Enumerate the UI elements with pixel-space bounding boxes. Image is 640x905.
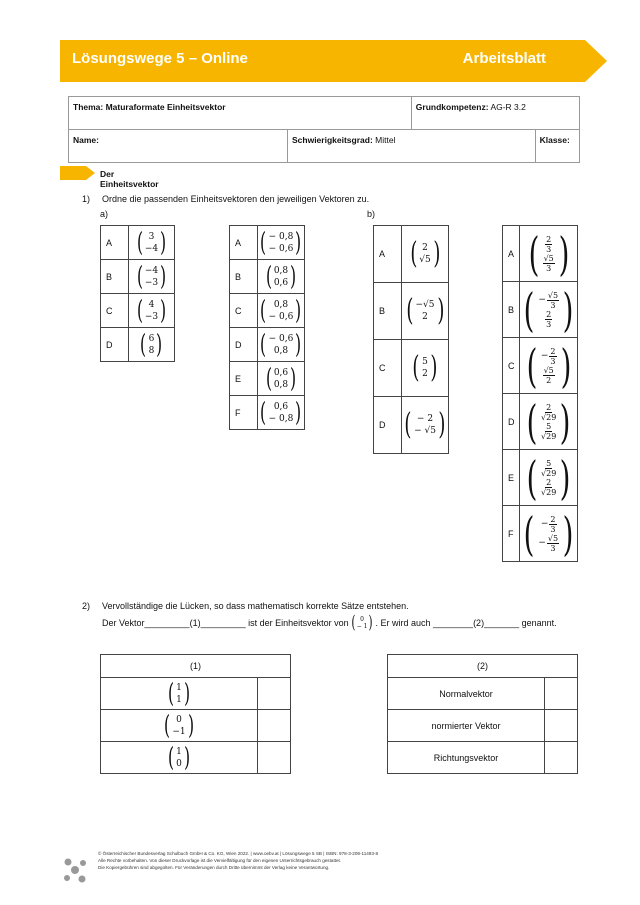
- row-label: E: [503, 450, 520, 506]
- vector-top: 1: [176, 682, 182, 693]
- vector-cell[interactable]: [402, 340, 449, 397]
- table-row: [230, 396, 305, 430]
- row-label: A: [230, 226, 258, 260]
- vector-cell[interactable]: [402, 226, 449, 283]
- table-row: [503, 506, 578, 562]
- vector-entries: [269, 299, 294, 323]
- bracket-right: ): [295, 227, 302, 258]
- vector-bottom: −3: [144, 311, 159, 322]
- vector-bottom: − √5: [414, 426, 436, 436]
- bracket-right: ): [290, 261, 297, 292]
- row-label: B: [374, 283, 402, 340]
- option-vector-cell: [101, 678, 258, 710]
- vector-entries: [541, 403, 556, 441]
- task1b-unitvectors-table: [502, 225, 578, 562]
- bracket-right: ): [160, 295, 167, 326]
- fraction: [545, 235, 552, 254]
- bracket-left: (: [265, 261, 272, 292]
- fraction: [549, 347, 556, 366]
- vector-entries: [541, 347, 557, 385]
- fraction: [547, 291, 559, 310]
- vector-top: −4: [144, 265, 159, 276]
- section-header: [60, 166, 170, 189]
- vector-bottom: 0,8: [273, 379, 289, 390]
- vector-cell[interactable]: [258, 396, 305, 430]
- numerator: 2: [546, 234, 552, 244]
- publisher-logo-icon: [62, 856, 88, 884]
- bracket-right: ): [558, 226, 570, 281]
- numerator: 2: [546, 309, 552, 319]
- footer-line2: Alle Rechte vorbehalten. Von dieser Druckvorlage ist die Vervielfältigung für den eigenen Unterrichtsgebrauch gestattet.: [98, 858, 342, 863]
- thema-cell: Thema: Maturaformate Einheitsvektor: [69, 97, 412, 130]
- checkbox-cell[interactable]: [258, 678, 291, 710]
- fraction: [543, 254, 555, 273]
- vector-entries: [145, 299, 158, 323]
- vector: [404, 293, 446, 328]
- bracket-right: ): [560, 338, 571, 393]
- bracket-right: ): [562, 282, 574, 337]
- vector-entries: [538, 515, 559, 553]
- option-vector-cell: [101, 710, 258, 742]
- fraction: [545, 310, 552, 329]
- bracket-left: (: [260, 227, 267, 258]
- fraction-vector: [520, 282, 577, 337]
- option-text-cell: normierter Vektor: [388, 710, 545, 742]
- vector-cell[interactable]: [129, 226, 175, 260]
- fraction-entry: [543, 254, 555, 273]
- option-vector-cell: [101, 742, 258, 774]
- vector-entries: [149, 333, 155, 357]
- fraction: [541, 459, 556, 478]
- vector: [138, 329, 164, 360]
- section-arrow: [60, 166, 96, 180]
- row-label: B: [230, 260, 258, 294]
- header-cell: (2): [388, 655, 578, 678]
- vector-bottom: 2: [422, 369, 428, 379]
- bracket-left: (: [136, 295, 143, 326]
- footer-line1: © Österreichischer Bundesverlag Schulbuch GmbH & Co. KG, Wien 2022. | www.oebv.at | Lösungswege 5 SB | ISBN: 978-3-209-11493-8: [98, 851, 379, 856]
- numerator: 5: [546, 458, 552, 468]
- sign: −: [540, 351, 549, 361]
- vector-top: −√5: [415, 300, 435, 310]
- task2-number: 2): [82, 601, 91, 611]
- task2-options1-table: [100, 654, 291, 774]
- vector: [258, 227, 303, 258]
- vector: [166, 678, 192, 709]
- vector-cell[interactable]: [520, 450, 578, 506]
- table-row: [230, 226, 305, 260]
- row-label: F: [503, 506, 520, 562]
- fraction-entry: [541, 478, 556, 497]
- table-row: [230, 362, 305, 396]
- bracket-left: (: [136, 227, 143, 258]
- vector-cell[interactable]: [402, 397, 449, 454]
- option-row: [388, 678, 578, 710]
- task2-options2-table: [387, 654, 578, 774]
- fraction-vector: [523, 394, 574, 449]
- denominator: √29: [541, 412, 557, 422]
- row-label: D: [230, 328, 258, 362]
- task1a-vectors-table: [100, 225, 175, 362]
- bracket-left: (: [140, 329, 147, 360]
- task1a-unitvectors-table: [229, 225, 305, 430]
- bracket-right: ): [160, 261, 167, 292]
- vector: [258, 397, 303, 428]
- numerator: √5: [547, 290, 559, 300]
- row-label: D: [101, 328, 129, 362]
- vector-entries: [269, 333, 294, 357]
- denominator: 3: [550, 524, 556, 534]
- vector-top: 0: [176, 714, 182, 725]
- vector-top: 0,8: [273, 265, 289, 276]
- table-row: [101, 226, 175, 260]
- bracket-left: (: [136, 261, 143, 292]
- name-cell[interactable]: Name:: [69, 130, 288, 163]
- header-title: Lösungswege 5 – Online: [72, 50, 248, 67]
- vector-cell[interactable]: [258, 260, 305, 294]
- bracket-right: ): [295, 329, 302, 360]
- bracket-right: ): [438, 407, 446, 442]
- vector-entries: [274, 367, 288, 391]
- info-table: [68, 96, 580, 163]
- vector-cell[interactable]: [402, 283, 449, 340]
- vector-entries: [145, 265, 158, 289]
- table-row: [503, 338, 578, 394]
- header-cell: (1): [101, 655, 291, 678]
- table-row: [374, 397, 449, 454]
- vector-top: 4: [148, 299, 155, 310]
- vector-top: 0,6: [273, 401, 289, 412]
- option-row: [101, 742, 291, 774]
- numerator: 2: [546, 402, 552, 412]
- checkbox-cell[interactable]: [258, 742, 291, 774]
- numerator: 2: [550, 514, 556, 524]
- vector-cell[interactable]: [258, 294, 305, 328]
- bracket-right: ): [290, 363, 297, 394]
- vector-bottom: −4: [144, 243, 159, 254]
- bracket-left: (: [404, 407, 412, 442]
- vector-bottom: − 0,6: [268, 243, 294, 254]
- fraction-vector: [523, 338, 575, 393]
- vector-bottom: 0,8: [273, 345, 289, 356]
- table-row: [503, 282, 578, 338]
- vector-bottom: 1: [176, 694, 182, 705]
- bracket-left: (: [168, 678, 175, 709]
- vector-top: − 0,6: [268, 333, 294, 344]
- row-label: C: [230, 294, 258, 328]
- fraction: [541, 403, 556, 422]
- task2-vector: ( 0 − 1 ): [351, 612, 374, 633]
- section-title: Der Einheitsvektor: [100, 169, 159, 189]
- vector-cell[interactable]: [129, 328, 175, 362]
- vector-cell[interactable]: [129, 294, 175, 328]
- vector-cell[interactable]: [258, 328, 305, 362]
- row-label: C: [101, 294, 129, 328]
- vector-cell[interactable]: [520, 338, 578, 394]
- bracket-left: (: [526, 394, 538, 449]
- bracket-right: ): [156, 329, 163, 360]
- bracket-left: (: [260, 397, 267, 428]
- bracket-left: (: [265, 363, 272, 394]
- fraction-entry: [541, 403, 556, 422]
- vector-cell[interactable]: [520, 394, 578, 450]
- denominator: 3: [546, 244, 552, 254]
- fraction-entry: [543, 366, 555, 385]
- fraction: [541, 478, 556, 497]
- row-label: A: [101, 226, 129, 260]
- table-row: [503, 394, 578, 450]
- vector-top: 0,8: [273, 299, 289, 310]
- vector-entries: [543, 235, 555, 273]
- fraction-vector: [525, 226, 573, 281]
- option-row: [101, 710, 291, 742]
- task2-text: Vervollständige die Lücken, so dass mathematisch korrekte Sätze entstehen.: [102, 601, 409, 611]
- bracket-left: (: [526, 338, 538, 393]
- task1-b-label: b): [367, 209, 376, 219]
- fraction-vector: [523, 450, 574, 505]
- vector: [264, 261, 299, 292]
- row-label: D: [503, 394, 520, 450]
- vector-cell[interactable]: [520, 506, 578, 562]
- fraction: [543, 366, 555, 385]
- denominator: 3: [550, 356, 556, 366]
- bracket-left: (: [528, 226, 539, 281]
- task1b-vectors-table: [373, 225, 449, 454]
- numerator: 2: [550, 346, 556, 356]
- vector-bottom: − 0,6: [268, 311, 294, 322]
- row-label: A: [503, 226, 520, 282]
- checkbox-cell[interactable]: [545, 742, 578, 774]
- denominator: 3: [550, 543, 556, 553]
- vector: [408, 236, 443, 271]
- numerator: 2: [546, 477, 552, 487]
- bracket-left: (: [406, 293, 414, 328]
- row-label: B: [503, 282, 520, 338]
- header-banner: [60, 40, 590, 82]
- numerator: √5: [543, 365, 554, 375]
- fraction-entry: [541, 459, 556, 478]
- vector: [258, 295, 303, 326]
- sign: −: [538, 295, 546, 305]
- bracket-right: ): [559, 450, 571, 505]
- vector-bottom: −1: [172, 726, 186, 737]
- vector-cell[interactable]: [258, 362, 305, 396]
- checkbox-cell[interactable]: [545, 710, 578, 742]
- vector-cell[interactable]: [520, 282, 578, 338]
- vector-cell[interactable]: [129, 260, 175, 294]
- option-row: [388, 710, 578, 742]
- vector-bottom: √5: [419, 255, 431, 265]
- task2-sentence-part2: . Er wird auch ________(2)_______ genannt.: [375, 618, 557, 628]
- bracket-right: ): [430, 350, 438, 385]
- vector-top: 6: [148, 333, 155, 344]
- row-label: E: [230, 362, 258, 396]
- vector: [135, 295, 169, 326]
- fraction-entry: [545, 235, 552, 254]
- vector: [410, 350, 439, 385]
- fraction-entry: [541, 515, 557, 534]
- row-label: C: [503, 338, 520, 394]
- vector-bottom: 8: [148, 345, 155, 356]
- vector-entries: [274, 265, 288, 289]
- sign: −: [540, 519, 549, 529]
- vector: [402, 407, 447, 442]
- bracket-left: (: [168, 742, 175, 773]
- header-type: Arbeitsblatt: [462, 50, 546, 67]
- row-label: F: [230, 396, 258, 430]
- vector-bottom: − 0,8: [268, 413, 294, 424]
- footer-line3: Die Kopiergebühren sind abgegolten. Für Veränderungen durch Dritte übernimmt der Verlag keine Verantwortung.: [98, 865, 330, 870]
- fraction-entry: [545, 310, 552, 329]
- table-row: [374, 283, 449, 340]
- sign: −: [538, 538, 546, 548]
- fraction-entry: [538, 291, 559, 310]
- vector: [135, 261, 169, 292]
- bracket-left: (: [523, 506, 535, 561]
- option-row: [101, 678, 291, 710]
- checkbox-cell[interactable]: [545, 678, 578, 710]
- bracket-left: (: [409, 236, 417, 271]
- numerator: √5: [547, 533, 559, 543]
- vector-top: 0,6: [273, 367, 289, 378]
- vector-entries: [176, 682, 182, 706]
- numerator: √5: [543, 253, 554, 263]
- bracket-right: ): [183, 678, 190, 709]
- table-row: [503, 226, 578, 282]
- denominator: 3: [546, 319, 552, 329]
- table-row: [374, 226, 449, 283]
- vector-entries: [145, 231, 158, 255]
- vector-cell[interactable]: [520, 226, 578, 282]
- denominator: √29: [541, 431, 557, 441]
- vector-bottom: 2: [422, 312, 428, 322]
- vector-top: 2: [422, 243, 428, 253]
- fraction-entry: [538, 534, 559, 553]
- table-row: [503, 450, 578, 506]
- denominator: √29: [541, 468, 557, 478]
- vector-entries: [269, 401, 294, 425]
- denominator: 2: [546, 375, 552, 385]
- numerator: 5: [546, 421, 552, 431]
- bracket-left: (: [526, 450, 538, 505]
- denominator: 3: [550, 300, 556, 310]
- vector-entries: [172, 714, 185, 738]
- vector-entries: [541, 459, 556, 497]
- table-row: [230, 328, 305, 362]
- vector-entries: [415, 299, 434, 323]
- row-label: B: [101, 260, 129, 294]
- fraction: [541, 422, 556, 441]
- fraction: [549, 515, 556, 534]
- bracket-right: ): [559, 394, 571, 449]
- fraction: [547, 534, 559, 553]
- vector-entries: [419, 242, 430, 266]
- row-label: C: [374, 340, 402, 397]
- bracket-right: ): [295, 295, 302, 326]
- denominator: √29: [541, 487, 557, 497]
- footer: [98, 850, 378, 871]
- vector: [162, 710, 196, 741]
- bracket-right: ): [183, 742, 190, 773]
- vector-entries: [414, 413, 436, 437]
- kompetenz-cell: Grundkompetenz: AG-R 3.2: [411, 97, 579, 130]
- table-row: [374, 340, 449, 397]
- row-label: A: [374, 226, 402, 283]
- option-text-cell: Richtungsvektor: [388, 742, 545, 774]
- vector-top: − 0,8: [268, 231, 294, 242]
- table-row: [101, 294, 175, 328]
- vector-entries: [176, 746, 182, 770]
- task1-number: 1): [82, 194, 91, 204]
- option-text-cell: Normalvektor: [388, 678, 545, 710]
- checkbox-cell[interactable]: [258, 710, 291, 742]
- bracket-right: ): [562, 506, 574, 561]
- table-row: [230, 294, 305, 328]
- fraction-entry: [541, 347, 557, 366]
- vector-top: 3: [148, 231, 155, 242]
- header-row: [101, 655, 291, 678]
- denominator: 3: [546, 263, 552, 273]
- task2-sentence-part1: Der Vektor_________(1)_________ ist der Einheitsvektor von: [102, 618, 349, 628]
- bracket-left: (: [260, 295, 267, 326]
- bracket-right: ): [436, 293, 444, 328]
- klasse-cell[interactable]: Klasse:: [535, 130, 579, 163]
- vector: [258, 329, 303, 360]
- vector-bottom: 0: [176, 758, 182, 769]
- vector-entries: [269, 231, 294, 255]
- bracket-left: (: [523, 282, 535, 337]
- header-row: [388, 655, 578, 678]
- task1-text: Ordne die passenden Einheitsvektoren den jeweiligen Vektoren zu.: [102, 194, 370, 204]
- vector-top: 5: [422, 357, 428, 367]
- bracket-right: ): [160, 227, 167, 258]
- vector-top: − 2: [416, 414, 434, 424]
- fraction-entry: [541, 422, 556, 441]
- bracket-left: (: [260, 329, 267, 360]
- table-row: [101, 328, 175, 362]
- bracket-left: (: [412, 350, 420, 385]
- bracket-right: ): [187, 710, 194, 741]
- table-row: [101, 260, 175, 294]
- vector-cell[interactable]: [258, 226, 305, 260]
- schwierig-cell: Schwierigkeitsgrad: Mittel: [288, 130, 536, 163]
- row-label: D: [374, 397, 402, 454]
- bracket-right: ): [295, 397, 302, 428]
- vector: [264, 363, 299, 394]
- option-row: [388, 742, 578, 774]
- table-row: [230, 260, 305, 294]
- vector-entries: [422, 356, 428, 380]
- vector-top: 1: [176, 746, 182, 757]
- fraction-vector: [520, 506, 577, 561]
- vector-entries: [538, 291, 559, 329]
- vector: [135, 227, 169, 258]
- vector: [166, 742, 192, 773]
- vector-bottom: 0,6: [273, 277, 289, 288]
- vector-bottom: −3: [144, 277, 159, 288]
- task2-sentence: [102, 614, 557, 632]
- bracket-left: (: [164, 710, 171, 741]
- task1-a-label: a): [100, 209, 109, 219]
- bracket-right: ): [433, 236, 441, 271]
